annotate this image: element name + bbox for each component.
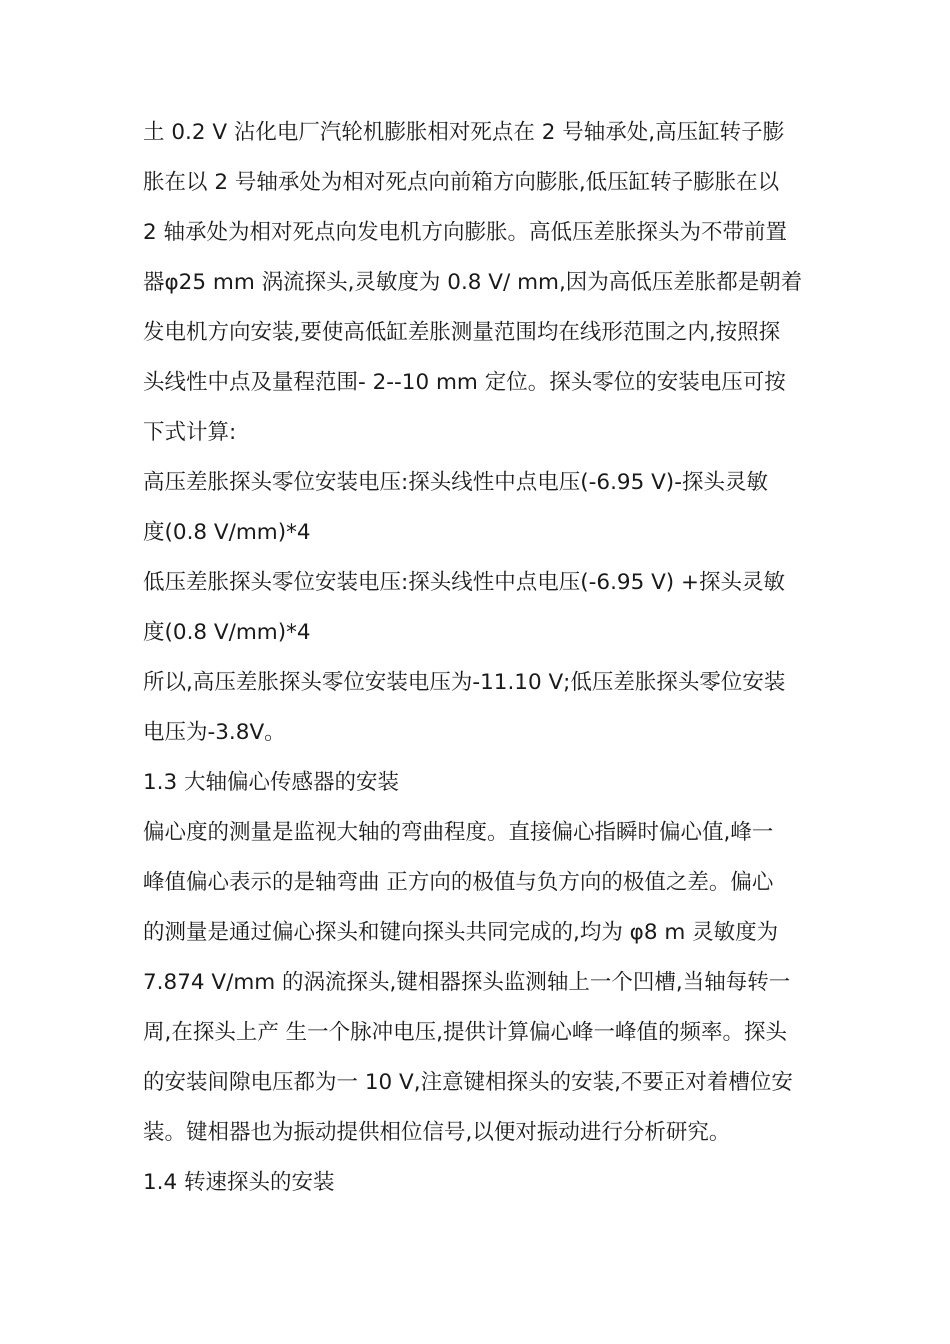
formula-line: 高压差胀探头零位安装电压:探头线性中点电压(-6.95 V)-探头灵敏: [143, 470, 768, 495]
paragraph-line: 2 轴承处为相对死点向发电机方向膨胀。高低压差胀探头为不带前置: [143, 220, 788, 245]
document-body: [143, 108, 811, 1208]
paragraph-line: 所以,高压差胀探头零位安装电压为-11.10 V;低压差胀探头零位安装: [143, 670, 786, 695]
paragraph-line: 周,在探头上产 生一个脉冲电压,提供计算偏心峰一峰值的频率。探头: [143, 1020, 788, 1045]
paragraph-line: 的测量是通过偏心探头和键向探头共同完成的,均为 φ8 m 灵敏度为: [143, 920, 779, 945]
paragraph-line: 下式计算:: [143, 420, 237, 445]
paragraph-line: 峰值偏心表示的是轴弯曲 正方向的极值与负方向的极值之差。偏心: [143, 870, 774, 895]
paragraph-line: 器φ25 mm 涡流探头,灵敏度为 0.8 V/ mm,因为高低压差胀都是朝着: [143, 270, 803, 295]
formula-line: 低压差胀探头零位安装电压:探头线性中点电压(-6.95 V) +探头灵敏: [143, 570, 786, 595]
section-heading-1-3: 1.3 大轴偏心传感器的安装: [143, 770, 400, 795]
section-heading-1-4: 1.4 转速探头的安装: [143, 1170, 335, 1195]
paragraph-line: 装。键相器也为振动提供相位信号,以便对振动进行分析研究。: [143, 1120, 731, 1145]
paragraph-line: 土 0.2 V 沾化电厂汽轮机膨胀相对死点在 2 号轴承处,高压缸转子膨: [143, 120, 785, 145]
paragraph-line: 7.874 V/mm 的涡流探头,键相器探头监测轴上一个凹槽,当轴每转一: [143, 970, 791, 995]
paragraph-line: 电压为-3.8V。: [143, 720, 286, 745]
paragraph-line: 发电机方向安装,要使高低缸差胀测量范围均在线形范围之内,按照探: [143, 320, 781, 345]
formula-line: 度(0.8 V/mm)*4: [143, 520, 311, 545]
paragraph-line: 头线性中点及量程范围- 2--10 mm 定位。探头零位的安装电压可按: [143, 370, 786, 395]
paragraph-line: 偏心度的测量是监视大轴的弯曲程度。直接偏心指瞬时偏心值,峰一: [143, 820, 774, 845]
paragraph-line: 的安装间隙电压都为一 10 V,注意键相探头的安装,不要正对着槽位安: [143, 1070, 793, 1095]
paragraph-line: 胀在以 2 号轴承处为相对死点向前箱方向膨胀,低压缸转子膨胀在以: [143, 170, 780, 195]
formula-line: 度(0.8 V/mm)*4: [143, 620, 311, 645]
